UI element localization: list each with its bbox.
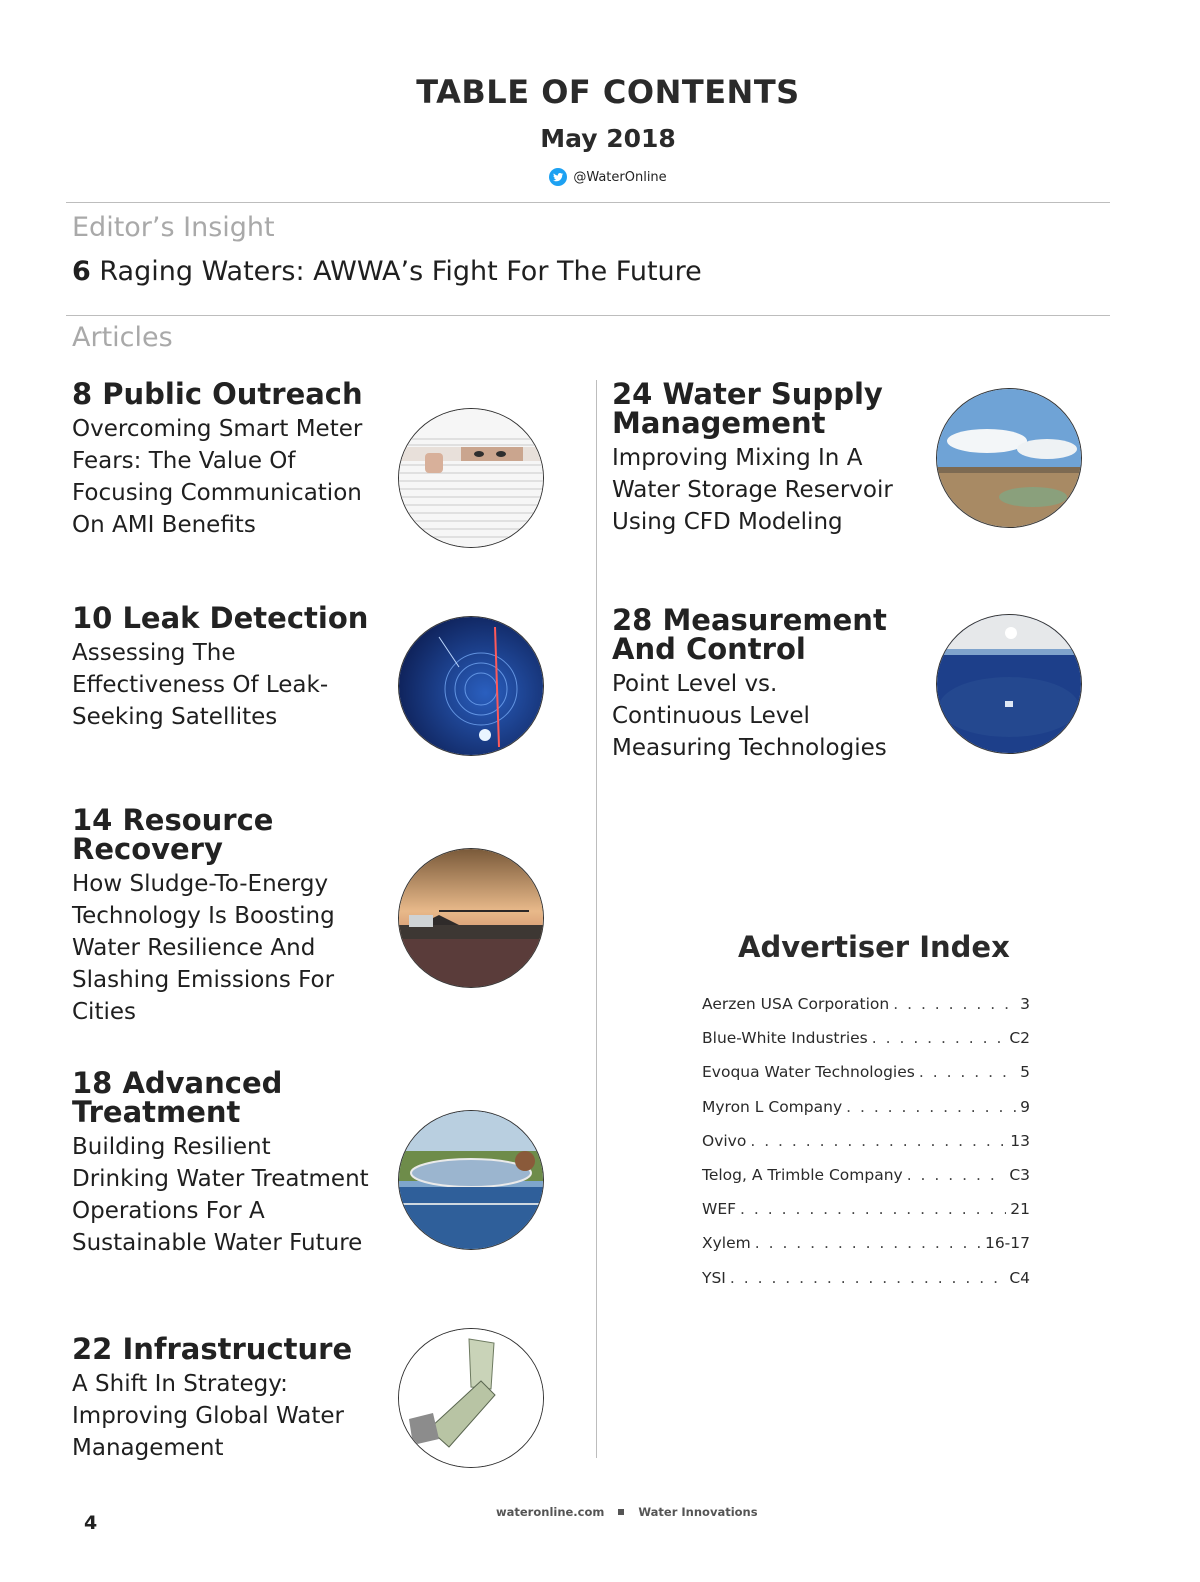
article-image-dollar-faucet	[398, 1328, 544, 1468]
editors-insight-title: Raging Waters: AWWA’s Fight For The Future	[99, 256, 702, 287]
advertiser-name: Blue-White Industries	[702, 1029, 868, 1048]
advertiser-page: C2	[1009, 1029, 1030, 1048]
article-description: A Shift In Strategy: Improving Global Water Management	[72, 1371, 344, 1461]
separator-square-icon	[618, 1509, 624, 1515]
advertiser-index-title: Advertiser Index	[738, 930, 1010, 964]
article-image-tank-interior	[936, 614, 1082, 754]
twitter-bird-icon	[549, 168, 567, 186]
editors-insight-entry[interactable]	[72, 256, 702, 287]
advertiser-name: Evoqua Water Technologies	[702, 1063, 915, 1082]
advertiser-page: 9	[1020, 1097, 1030, 1116]
articles-label: Articles	[72, 322, 173, 353]
advertiser-name: YSI	[702, 1268, 726, 1287]
advertiser-name: Myron L Company	[702, 1097, 843, 1116]
article-image-treatment-plant	[398, 1110, 544, 1250]
advertiser-name: Xylem	[702, 1234, 751, 1253]
advertiser-row[interactable]	[702, 1269, 1030, 1303]
article-description: Assessing The Effectiveness Of Leak-Seeking Satellites	[72, 640, 329, 730]
footer-site[interactable]: wateronline.com	[496, 1505, 605, 1519]
advertiser-row[interactable]	[702, 995, 1030, 1029]
article-description: How Sludge-To-Energy Technology Is Boosting Water Resilience And Slashing Emissions For Cities	[72, 871, 335, 1025]
advertiser-row[interactable]	[702, 1029, 1030, 1063]
social-handle[interactable]	[0, 168, 1200, 186]
header-divider	[66, 202, 1110, 203]
article-entry[interactable]	[72, 803, 372, 1028]
article-image-satellite	[398, 616, 544, 756]
advertiser-name: Telog, A Trimble Company	[702, 1165, 903, 1184]
advertiser-row[interactable]	[702, 1063, 1030, 1097]
footer-publication: Water Innovations	[638, 1505, 758, 1519]
article-image-blinds	[398, 408, 544, 548]
editors-insight-page: 6	[72, 256, 91, 287]
advertiser-row[interactable]	[702, 1098, 1030, 1132]
article-heading: 28 Measurement And Control	[612, 603, 887, 666]
article-entry[interactable]	[72, 601, 372, 733]
article-entry[interactable]	[72, 1066, 372, 1259]
page-number: 4	[84, 1512, 98, 1534]
article-heading: 14 Resource Recovery	[72, 803, 274, 866]
page-footer	[496, 1505, 758, 1519]
dot-leader	[893, 995, 1016, 1013]
article-image-reservoir	[936, 388, 1082, 528]
advertiser-index-list	[702, 995, 1030, 1303]
article-description: Improving Mixing In A Water Storage Reservoir Using CFD Modeling	[612, 445, 893, 535]
issue-date: May 2018	[540, 124, 676, 153]
page-title: TABLE OF CONTENTS	[416, 73, 800, 111]
article-heading: 8 Public Outreach	[72, 377, 363, 411]
advertiser-page: 3	[1020, 995, 1030, 1013]
advertiser-page: C4	[1009, 1268, 1030, 1287]
advertiser-row[interactable]	[702, 1166, 1030, 1200]
article-description: Building Resilient Drinking Water Treatment Operations For A Sustainable Water Future	[72, 1134, 369, 1256]
toc-header	[0, 70, 1200, 186]
article-entry[interactable]	[72, 377, 372, 541]
dot-leader	[872, 1029, 1006, 1047]
article-description: Point Level vs. Continuous Level Measuring Technologies	[612, 671, 887, 761]
dot-leader	[846, 1098, 1016, 1116]
advertiser-name: Aerzen USA Corporation	[702, 995, 890, 1013]
advertiser-row[interactable]	[702, 1234, 1030, 1268]
advertiser-page: 21	[1010, 1200, 1030, 1219]
article-heading: 24 Water Supply Management	[612, 377, 883, 440]
column-divider	[596, 380, 597, 1458]
social-handle-text: @WaterOnline	[573, 169, 667, 185]
dot-leader	[755, 1234, 981, 1252]
article-description: Overcoming Smart Meter Fears: The Value Of Focusing Communication On AMI Benefits	[72, 416, 363, 538]
article-heading: 22 Infrastructure	[72, 1332, 353, 1366]
advertiser-row[interactable]	[702, 1132, 1030, 1166]
advertiser-page: 13	[1010, 1131, 1030, 1150]
advertiser-name: WEF	[702, 1200, 737, 1219]
article-heading: 10 Leak Detection	[72, 601, 369, 635]
advertiser-page: 16-17	[984, 1234, 1030, 1253]
dot-leader	[740, 1200, 1006, 1218]
editors-insight-label: Editor’s Insight	[72, 212, 275, 243]
advertiser-row[interactable]	[702, 1200, 1030, 1234]
article-entry[interactable]	[612, 603, 912, 764]
article-image-city-sunset	[398, 848, 544, 988]
advertiser-name: Ovivo	[702, 1131, 747, 1150]
dot-leader	[730, 1269, 1005, 1287]
article-heading: 18 Advanced Treatment	[72, 1066, 283, 1129]
article-entry[interactable]	[612, 377, 912, 538]
insight-divider	[66, 315, 1110, 316]
article-entry[interactable]	[72, 1332, 372, 1464]
dot-leader	[919, 1063, 1016, 1081]
advertiser-page: C3	[1009, 1165, 1030, 1184]
advertiser-page: 5	[1020, 1063, 1030, 1082]
dot-leader	[750, 1132, 1006, 1150]
dot-leader	[907, 1166, 1006, 1184]
